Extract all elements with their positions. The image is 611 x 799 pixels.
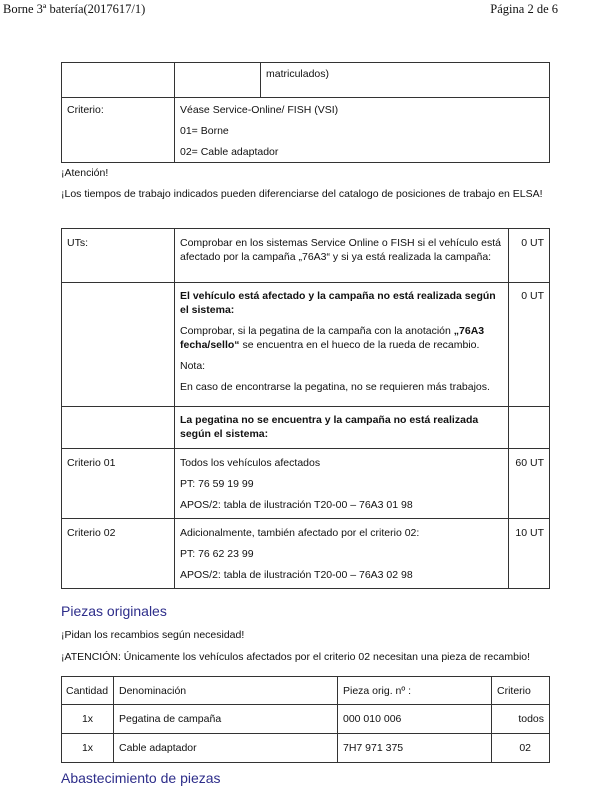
cell-text: PT: 76 59 19 99 xyxy=(180,478,254,490)
column-header: Pieza orig. nº : xyxy=(343,685,412,697)
ut-value: 0 UT xyxy=(521,290,544,302)
table-row xyxy=(62,98,550,163)
ut-value: 60 UT xyxy=(515,457,544,469)
criterio-line: Véase Service-Online/ FISH (VSI) xyxy=(180,104,339,116)
document-title: Borne 3ª batería(2017617/1) xyxy=(3,2,146,16)
page-number: Página 2 de 6 xyxy=(490,2,558,16)
column-header: Denominación xyxy=(119,685,187,697)
piezas-note: ¡Pidan los recambios según necesidad! xyxy=(61,629,245,641)
criteria-table xyxy=(61,62,550,163)
criterio-01-label: Criterio 01 xyxy=(67,457,116,469)
table-row xyxy=(62,63,550,98)
ut-value: 0 UT xyxy=(521,237,544,249)
cell-text: matriculados) xyxy=(266,68,330,80)
table-row xyxy=(62,449,550,519)
table-row xyxy=(62,705,550,734)
uts-label: UTs: xyxy=(67,237,88,249)
work-units-table xyxy=(61,228,550,589)
ut-value: 10 UT xyxy=(515,527,544,539)
cell-text: Comprobar en los sistemas Service Online o FISH si el vehículo está afectado por la campaña „76A3“ y si ya está realizada la campaña: xyxy=(180,237,501,263)
cell-text: APOS/2: tabla de ilustración T20-00 – 76A3 01 98 xyxy=(180,499,413,511)
table-cell: Cable adaptador xyxy=(119,742,197,754)
table-row xyxy=(62,283,550,407)
criterio-02-label: Criterio 02 xyxy=(67,527,116,539)
table-cell: 1x xyxy=(81,713,94,725)
cell-bold-text: La pegatina no se encuentra y la campaña no está realizada según el sistema: xyxy=(180,414,479,440)
page-header xyxy=(0,0,611,20)
criterio-line: 01= Borne xyxy=(180,125,229,137)
nota-label: Nota: xyxy=(180,360,206,372)
table-header-row xyxy=(62,677,550,705)
column-header: Criterio xyxy=(497,685,531,697)
cell-text: Adicionalmente, también afectado por el criterio 02: xyxy=(180,527,420,539)
table-row xyxy=(62,229,550,283)
cell-bold-text: El vehículo está afectado y la campaña no está realizada según el sistema: xyxy=(180,290,496,316)
table-row xyxy=(62,407,550,449)
table-cell: todos xyxy=(518,713,544,725)
section-heading-abastecimiento: Abastecimiento de piezas xyxy=(61,770,221,786)
table-cell: 7H7 971 375 xyxy=(343,742,404,754)
parts-table xyxy=(61,676,550,763)
cell-text: APOS/2: tabla de ilustración T20-00 – 76A3 02 98 xyxy=(180,569,413,581)
table-cell: 02 xyxy=(519,742,531,754)
table-cell: Pegatina de campaña xyxy=(119,713,222,725)
piezas-warning: ¡ATENCIÓN: Únicamente los vehículos afectados por el criterio 02 necesitan una pieza de recambio! xyxy=(61,651,531,663)
nota-text: En caso de encontrarse la pegatina, no se requieren más trabajos. xyxy=(180,381,490,393)
cell-text: PT: 76 62 23 99 xyxy=(180,548,254,560)
criterio-label: Criterio: xyxy=(67,104,104,116)
attention-title: ¡Atención! xyxy=(61,167,109,179)
table-row xyxy=(62,519,550,589)
attention-text: ¡Los tiempos de trabajo indicados pueden diferenciarse del catalogo de posiciones de trabajo en ELSA! xyxy=(61,188,543,200)
cell-text: Todos los vehículos afectados xyxy=(180,457,321,469)
section-heading-piezas: Piezas originales xyxy=(61,603,167,619)
table-cell: 000 010 006 xyxy=(343,713,402,725)
cell-text: Comprobar, si la pegatina de la campaña con la anotación „76A3 fecha/sello“ se encuentra en el hueco de la rueda de recambio. xyxy=(180,325,485,351)
table-row xyxy=(62,734,550,763)
criterio-line: 02= Cable adaptador xyxy=(180,146,279,158)
column-header: Cantidad xyxy=(66,685,109,697)
table-cell: 1x xyxy=(81,742,94,754)
